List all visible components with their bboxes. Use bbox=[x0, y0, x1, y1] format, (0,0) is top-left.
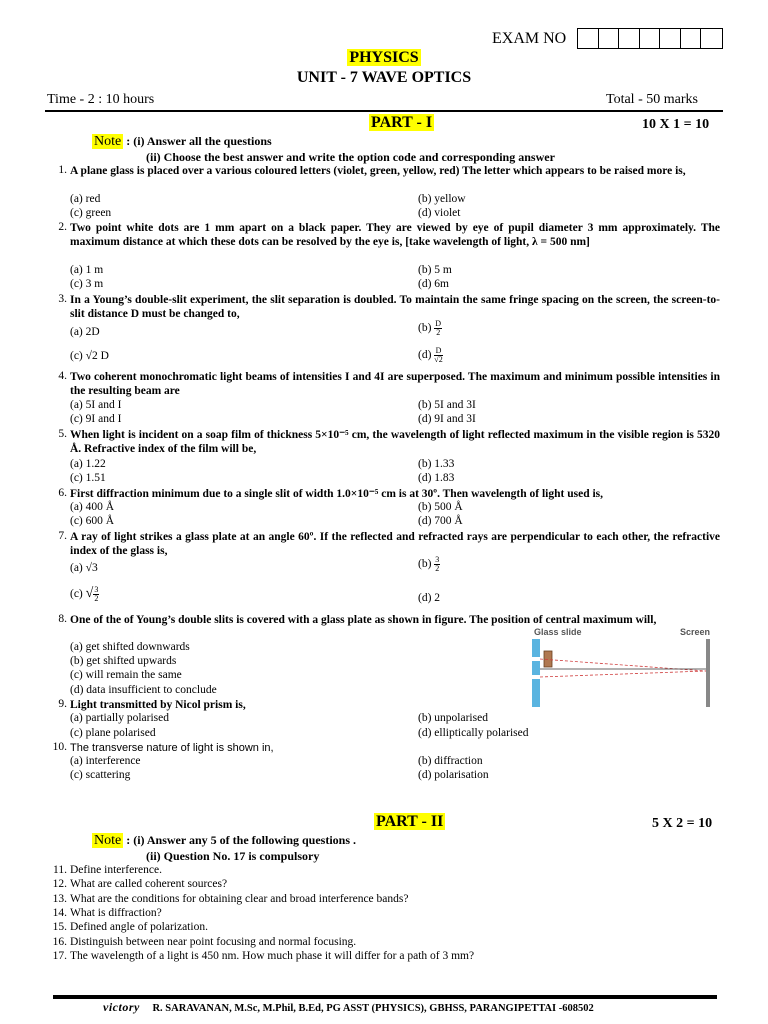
option-b-label: (b) bbox=[418, 322, 432, 335]
subject-title bbox=[0, 49, 768, 67]
part1-marks: 10 X 1 = 10 bbox=[642, 117, 710, 132]
option-d: (d) 2 bbox=[418, 592, 441, 604]
question-text: When light is incident on a soap film of thickness 5×10⁻⁵ cm, the wavelength of light reflected maximum in the visible region is 5320 Å. Refractive index of the film will be, bbox=[70, 429, 720, 456]
question-text: Distinguish between near point focusing and normal focusing. bbox=[70, 936, 357, 948]
fraction-numerator: 3 bbox=[94, 585, 99, 594]
option-b: (b) diffraction bbox=[418, 755, 483, 767]
option-a: (a) 1 m bbox=[70, 264, 104, 276]
exam-total: Total - 50 marks bbox=[606, 92, 698, 107]
option-b: (b) get shifted upwards bbox=[70, 655, 177, 667]
option-d: (d) polarisation bbox=[418, 769, 489, 781]
fraction bbox=[93, 586, 99, 603]
question-text: The transverse nature of light is shown in, bbox=[70, 742, 274, 754]
question-number: 2. bbox=[58, 221, 67, 233]
option-a: (a) red bbox=[70, 193, 101, 205]
option-d-label: (d) bbox=[418, 349, 432, 362]
question-number: 9. bbox=[58, 698, 67, 710]
option-c: (c) 1.51 bbox=[70, 472, 106, 484]
question-text: One of the of Young’s double slits is covered with a glass plate as shown in figure. The position of central maximum will, bbox=[70, 614, 657, 626]
question-number: 3. bbox=[58, 293, 67, 305]
note-sep: : bbox=[126, 833, 131, 847]
option-d: (d) 6m bbox=[418, 278, 449, 290]
footer-brand-logo: victory bbox=[103, 1000, 140, 1014]
option-a: (a) 5I and I bbox=[70, 399, 122, 411]
question-number: 4. bbox=[58, 370, 67, 382]
question-number: 10. bbox=[52, 741, 67, 753]
option-d: (d) 9I and 3I bbox=[418, 413, 476, 425]
option-c: (c) plane polarised bbox=[70, 727, 156, 739]
note-line-1: (i) Answer all the questions bbox=[133, 134, 272, 148]
option-d: (d) elliptically polarised bbox=[418, 727, 529, 739]
option-c: (c) 9I and I bbox=[70, 413, 122, 425]
part1-title-text: PART - I bbox=[371, 114, 433, 131]
exam-no-box[interactable] bbox=[619, 29, 640, 48]
question-text: Defined angle of polarization. bbox=[70, 921, 208, 933]
question-number: 6. bbox=[58, 487, 67, 499]
question-text: First diffraction minimum due to a single slit of width 1.0×10⁻⁵ cm is at 30º. Then wavelength of light used is, bbox=[70, 488, 604, 500]
sqrt-sign: √ bbox=[85, 586, 94, 602]
exam-no-box[interactable] bbox=[599, 29, 620, 48]
option-a: (a) get shifted downwards bbox=[70, 641, 190, 653]
slit-barrier bbox=[532, 639, 540, 707]
option-c: (c) 3 m bbox=[70, 278, 104, 290]
fraction-numerator: D bbox=[435, 319, 442, 328]
question-number: 8. bbox=[58, 613, 67, 625]
fraction-denominator: √2 bbox=[434, 355, 443, 364]
option-c-label: (c) bbox=[70, 588, 83, 601]
fraction-denominator: 2 bbox=[435, 564, 440, 573]
option-c: (c) green bbox=[70, 207, 112, 219]
question-number: 1. bbox=[58, 164, 67, 176]
option-b: (b) unpolarised bbox=[418, 712, 488, 724]
option-a: (a) 2D bbox=[70, 326, 100, 338]
question-text: Two coherent monochromatic light beams of intensities I and 4I are superposed. The maximum and minimum possible intensities in the resulting beam are bbox=[70, 371, 720, 398]
exam-no-box[interactable] bbox=[660, 29, 681, 48]
screen bbox=[706, 639, 710, 707]
option-b: (b) 500 Å bbox=[418, 501, 463, 513]
option-a: (a) interference bbox=[70, 755, 141, 767]
option-d: (d) violet bbox=[418, 207, 461, 219]
question-text: A ray of light strikes a glass plate at an angle 60º. If the reflected and refracted rays are perpendicular to each other, the refractive index of the glass is, bbox=[70, 531, 720, 558]
question-text: The wavelength of a light is 450 nm. How much phase it will differ for a path of 3 mm? bbox=[70, 950, 475, 962]
part2-marks: 5 X 2 = 10 bbox=[652, 816, 713, 831]
figure-background bbox=[530, 627, 722, 709]
question-number: 15. bbox=[52, 921, 67, 933]
exam-no-boxes[interactable] bbox=[577, 28, 723, 49]
part1-note bbox=[92, 134, 272, 150]
note-line-1: (i) Answer any 5 of the following questions . bbox=[133, 833, 357, 847]
question-number: 16. bbox=[52, 936, 67, 948]
option-b bbox=[418, 556, 440, 573]
option-c bbox=[70, 586, 99, 603]
option-d bbox=[418, 347, 443, 364]
question-number: 5. bbox=[58, 428, 67, 440]
question-number: 12. bbox=[52, 878, 67, 890]
question-text: What is diffraction? bbox=[70, 907, 162, 919]
option-d: (d) data insufficient to conclude bbox=[70, 684, 217, 696]
fraction-numerator: D bbox=[435, 346, 442, 355]
fraction bbox=[434, 347, 442, 364]
exam-no-box[interactable] bbox=[578, 29, 599, 48]
option-c: (c) 600 Å bbox=[70, 515, 115, 527]
question-number: 13. bbox=[52, 893, 67, 905]
subject-text: PHYSICS bbox=[349, 49, 419, 66]
part1-title bbox=[369, 114, 434, 132]
option-c: (c) √2 D bbox=[70, 350, 109, 362]
screen-label: Screen bbox=[680, 627, 711, 637]
option-d: (d) 700 Å bbox=[418, 515, 463, 527]
fraction-denominator: 2 bbox=[94, 594, 99, 603]
option-c: (c) scattering bbox=[70, 769, 131, 781]
question-text: A plane glass is placed over a various coloured letters (violet, green, yellow, red) The letter which appears to be raised more is, bbox=[70, 165, 686, 177]
part2-title-text: PART - II bbox=[376, 813, 444, 830]
upper-slit bbox=[532, 657, 540, 661]
option-a: (a) 1.22 bbox=[70, 458, 106, 470]
part2-title bbox=[374, 813, 445, 831]
part1-note-line-2: (ii) Choose the best answer and write the option code and corresponding answer bbox=[146, 150, 555, 164]
part2-note bbox=[92, 833, 356, 849]
lower-slit bbox=[532, 675, 540, 679]
option-a: (a) 400 Å bbox=[70, 501, 115, 513]
question-text: What are called coherent sources? bbox=[70, 878, 228, 890]
question-text: Two point white dots are 1 mm apart on a black paper. They are viewed by eye of pupil diameter 3 mm approximately. The maximum distance at which these dots can be resolved by the eye is, [take wavelength of light, λ = 500 nm] bbox=[70, 222, 720, 249]
option-d: (d) 1.83 bbox=[418, 472, 455, 484]
question-text: Define interference. bbox=[70, 864, 162, 876]
option-b bbox=[418, 320, 442, 337]
exam-no-box[interactable] bbox=[701, 29, 722, 48]
fraction bbox=[434, 556, 440, 573]
question-text: In a Young’s double-slit experiment, the slit separation is doubled. To maintain the same fringe spacing on the screen, the screen-to-slit distance D must be changed to, bbox=[70, 294, 720, 321]
exam-time: Time - 2 : 10 hours bbox=[47, 92, 155, 107]
option-a: (a) partially polarised bbox=[70, 712, 169, 724]
unit-title: UNIT - 7 WAVE OPTICS bbox=[296, 69, 472, 86]
exam-no-label: EXAM NO bbox=[492, 30, 567, 47]
fraction bbox=[434, 320, 442, 337]
option-a: (a) √3 bbox=[70, 562, 98, 574]
question-number: 14. bbox=[52, 907, 67, 919]
footer bbox=[103, 1000, 594, 1015]
question-number: 11. bbox=[53, 864, 67, 876]
footer-author: R. SARAVANAN, M.Sc, M.Phil, B.Ed, PG ASST (PHYSICS), GBHSS, PARANGIPETTAI -608502 bbox=[152, 1003, 594, 1014]
exam-no-box[interactable] bbox=[681, 29, 702, 48]
question-number: 17. bbox=[52, 950, 67, 962]
fraction-numerator: 3 bbox=[435, 555, 440, 564]
note-sep: : bbox=[126, 134, 131, 148]
option-c: (c) will remain the same bbox=[70, 669, 182, 681]
footer-divider bbox=[53, 995, 717, 999]
note-label: Note bbox=[94, 833, 122, 848]
option-b: (b) 5 m bbox=[418, 264, 452, 276]
option-b: (b) 5I and 3I bbox=[418, 399, 476, 411]
question-number: 7. bbox=[58, 530, 67, 542]
option-b: (b) 1.33 bbox=[418, 458, 455, 470]
part2-note-line-2: (ii) Question No. 17 is compulsory bbox=[146, 849, 320, 863]
fraction-denominator: 2 bbox=[436, 328, 441, 337]
question-text: What are the conditions for obtaining clear and broad interference bands? bbox=[70, 893, 409, 905]
option-b: (b) yellow bbox=[418, 193, 466, 205]
exam-no-box[interactable] bbox=[640, 29, 661, 48]
question-text: Light transmitted by Nicol prism is, bbox=[70, 699, 246, 711]
double-slit-figure bbox=[530, 627, 722, 709]
header-divider bbox=[45, 110, 723, 112]
option-b-label: (b) bbox=[418, 558, 432, 571]
glass-slide-label: Glass slide bbox=[534, 627, 582, 637]
note-label: Note bbox=[94, 134, 122, 149]
